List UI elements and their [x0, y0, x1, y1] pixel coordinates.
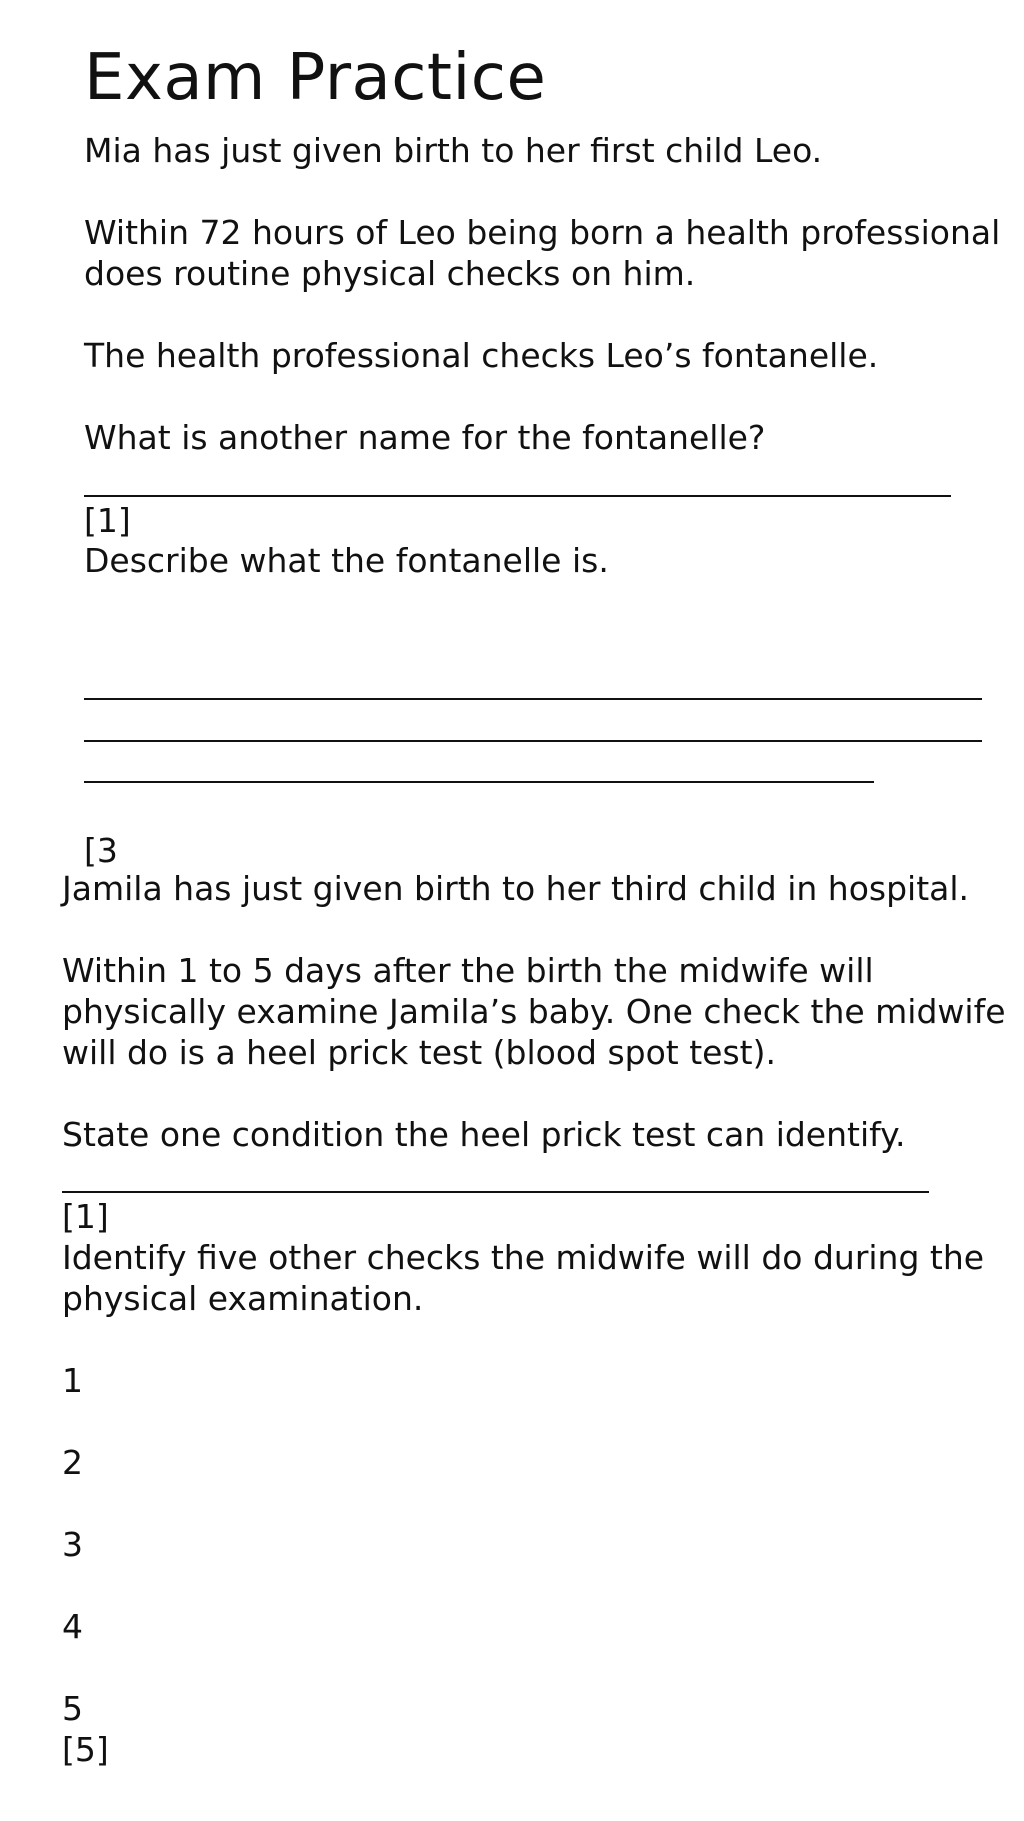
- s1-q2-answer-line-3[interactable]: [84, 781, 874, 783]
- s1-context-line1: Within 72 hours of Leo being born a health professional: [84, 213, 1001, 252]
- s2-answer-item-2[interactable]: 2: [62, 1443, 83, 1482]
- s2-question-2-line1: Identify five other checks the midwife will do during the: [62, 1238, 985, 1277]
- s2-q1-marks: [1]: [62, 1197, 109, 1236]
- s1-statement: The health professional checks Leo’s fontanelle.: [84, 336, 879, 375]
- s2-answer-item-1[interactable]: 1: [62, 1361, 83, 1400]
- s2-context-line1: Within 1 to 5 days after the birth the midwife will: [62, 951, 874, 990]
- s2-question-1: State one condition the heel prick test can identify.: [62, 1115, 906, 1154]
- s2-question-2-line2: physical examination.: [62, 1279, 424, 1318]
- s1-intro: Mia has just given birth to her first child Leo.: [84, 131, 823, 170]
- s2-context-line2: physically examine Jamila’s baby. One check the midwife: [62, 992, 1006, 1031]
- s2-q1-answer-line[interactable]: [62, 1191, 929, 1193]
- s1-question-2: Describe what the fontanelle is.: [84, 541, 609, 580]
- s1-q2-answer-line-1[interactable]: [84, 698, 982, 700]
- s1-question-1: What is another name for the fontanelle?: [84, 418, 766, 457]
- s2-answer-item-3[interactable]: 3: [62, 1525, 83, 1564]
- s2-intro: Jamila has just given birth to her third child in hospital.: [62, 869, 970, 908]
- s2-answer-item-5[interactable]: 5: [62, 1689, 83, 1728]
- s1-q2-marks: [3: [84, 831, 118, 870]
- s2-context-line3: will do is a heel prick test (blood spot test).: [62, 1033, 776, 1072]
- s1-context-line2: does routine physical checks on him.: [84, 254, 696, 293]
- s2-answer-item-4[interactable]: 4: [62, 1607, 83, 1646]
- s1-q1-answer-line[interactable]: [84, 495, 951, 497]
- page-title: Exam Practice: [84, 41, 547, 115]
- s1-q2-answer-line-2[interactable]: [84, 740, 982, 742]
- s2-q2-marks: [5]: [62, 1730, 109, 1769]
- s1-q1-marks: [1]: [84, 501, 131, 540]
